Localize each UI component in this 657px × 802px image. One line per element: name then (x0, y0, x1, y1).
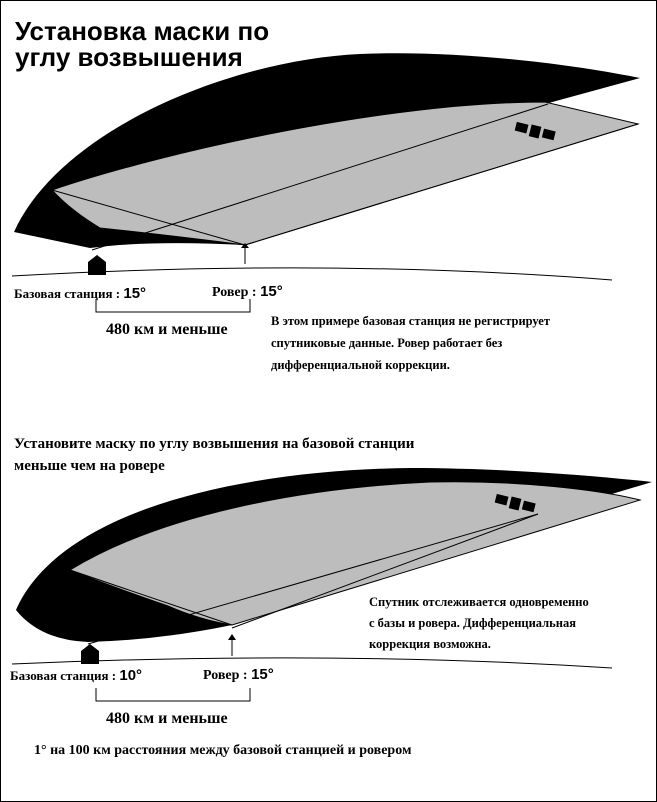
bottom-base-station-icon (81, 644, 99, 664)
bottom-rover-icon (228, 634, 236, 640)
top-distance-label: 480 км и меньше (106, 321, 228, 338)
bottom-note: Спутник отслеживается одновременно с базы и ровера. Дифференциальная коррекция возможна. (369, 595, 589, 651)
middle-instruction: Установите маску по углу возвышения на базовой станции меньше чем на ровере (14, 436, 415, 474)
bottom-base-elevation-value: 10° (119, 667, 143, 684)
title-line-2: углу возвышения (15, 42, 243, 72)
bottom-distance-bracket (96, 688, 250, 701)
bottom-distance-label: 480 км и меньше (106, 710, 228, 727)
top-rover-elevation-value: 15° (260, 283, 283, 300)
footer-note: 1° на 100 км расстояния между базовой станцией и ровером (34, 743, 412, 758)
bottom-rover-label: Ровер : 15° (203, 666, 274, 683)
top-note: В этом примере базовая станция не регистрирует спутниковые данные. Ровер работает без дифференциальной коррекции. (271, 314, 550, 372)
title-line-1: Установка маски по (15, 16, 270, 46)
top-rover-label: Ровер : 15° (212, 283, 283, 300)
top-base-elevation-value: 15° (123, 285, 147, 302)
bottom-rover-elevation-value: 15° (251, 666, 274, 683)
top-base-station-label: Базовая станция : 15° (14, 285, 147, 302)
bottom-base-station-label: Базовая станция : 10° (10, 667, 143, 684)
